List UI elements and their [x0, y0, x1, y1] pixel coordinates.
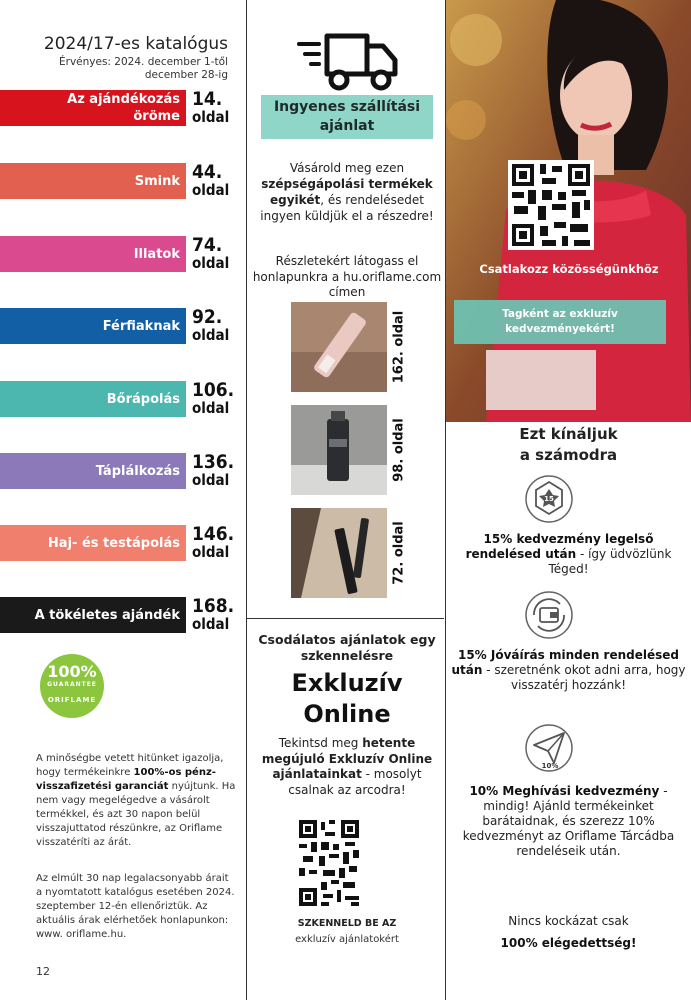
- join-community-text: Csatlakozz közösségünkhöz: [479, 262, 659, 276]
- discount-badge-icon: [524, 474, 574, 524]
- catalog-validity: Érvényes: 2024. december 1-től december 28-ig: [59, 56, 228, 81]
- catalog-title: 2024/17-es katalógus: [43, 34, 228, 54]
- member-benefits-box[interactable]: Tagként az exkluzív kedvezményekért!: [454, 300, 666, 344]
- delivery-truck-icon: [295, 30, 401, 92]
- free-shipping-title: Ingyenes szállítási ajánlat: [261, 95, 433, 139]
- product-page-label: 72. oldal: [391, 521, 407, 585]
- section-page: 14. oldal: [192, 88, 230, 126]
- product-image-cream: [291, 302, 387, 392]
- product-image-men: [291, 405, 387, 495]
- section-label: Smink: [134, 173, 180, 189]
- section-bar[interactable]: [0, 308, 186, 344]
- product-page-label: 98. oldal: [391, 418, 407, 482]
- benefit-referral: 10% Meghívási kedvezmény - mindig! Ajánld termékeinket barátaidnak, és szerezz 10% kedvezményt az Oriflame Tárcádba rendeléseik után.: [462, 784, 675, 858]
- svg-text:15: 15: [544, 495, 554, 503]
- section-bar[interactable]: [0, 381, 186, 417]
- shipping-details: Részletekért látogass el honlapunkra a hu.oriflame.com címen: [252, 254, 442, 299]
- section-page: 136. oldal: [192, 451, 235, 489]
- scan-instruction: SZKENNELD BE AZ: [297, 918, 397, 929]
- section-page: 146. oldal: [192, 523, 235, 561]
- scan-instruction-sub: exkluzív ajánlatokért: [295, 934, 399, 945]
- offers-title: Ezt kínáljuk a számodra: [519, 425, 618, 464]
- satisfaction-text: Nincs kockázat csak 100% elégedettség!: [500, 914, 637, 950]
- wallet-refund-icon: [524, 590, 574, 640]
- free-shipping-text: Vásárold meg ezen szépségápolási termékek egyikét, és rendelésedet ingyen küldjük el a részedre!: [260, 161, 434, 223]
- section-label: A tökéletes ajándék: [34, 607, 180, 623]
- middle-column: [246, 0, 446, 1000]
- qr-code-exclusive[interactable]: [299, 820, 359, 906]
- benefit-credit: 15% Jóváírás minden rendelésed után - szeretnénk okot adni arra, hogy visszatérj hozzánk!: [451, 648, 686, 692]
- right-column: [446, 0, 691, 1000]
- qr-code-community[interactable]: [508, 160, 594, 250]
- section-label: Illatok: [133, 246, 180, 262]
- section-label: Férfiaknak: [102, 318, 180, 334]
- page-number: 12: [36, 965, 50, 978]
- svg-text:10%: 10%: [541, 762, 559, 770]
- section-label: Táplálkozás: [95, 463, 180, 479]
- exclusive-online-title: Exkluzív Online: [291, 669, 403, 728]
- section-label: Haj- és testápolás: [47, 535, 180, 551]
- paper-plane-icon: [524, 723, 574, 773]
- section-bar[interactable]: [0, 525, 186, 561]
- section-page: 44. oldal: [192, 161, 230, 199]
- section-page: 106. oldal: [192, 379, 235, 417]
- section-page: 168. oldal: [192, 595, 235, 633]
- section-bar[interactable]: [0, 453, 186, 489]
- section-label: Bőrápolás: [106, 391, 180, 407]
- divider: [247, 618, 444, 619]
- section-page: 92. oldal: [192, 306, 230, 344]
- exclusive-online-text: Tekintsd meg hetente megújuló Exkluzív Online ajánlatainkat - mosolyt csalnak az arcodra!: [261, 736, 433, 797]
- section-bar[interactable]: [0, 163, 186, 199]
- section-label: Az ajándékozás öröme: [67, 92, 180, 124]
- left-column: [0, 0, 246, 1000]
- product-page-label: 162. oldal: [391, 310, 407, 384]
- scan-heading: Csodálatos ajánlatok egy szkennelésre: [258, 632, 436, 663]
- benefit-first-order: 15% kedvezmény legelső rendelésed után - így üdvözlünk Téged!: [465, 532, 672, 576]
- guarantee-text: A minőségbe vetett hitünket igazolja, hogy termékeinkre 100%-os pénz-visszafizetési garanciát nyújtunk. Ha nem vagy megelégedve a vásárolt termékkel, és azt 30 napon belül visszajuttatod részünkre, az Oriflame visszatéríti az árát.: [36, 753, 236, 848]
- product-image-mascara: [291, 508, 387, 598]
- section-page: 74. oldal: [192, 234, 230, 272]
- section-bar[interactable]: [0, 90, 186, 126]
- guarantee-badge: 100% GUARANTEE ORIFLAME: [40, 654, 104, 718]
- section-bar[interactable]: [0, 236, 186, 272]
- prices-note: Az elmúlt 30 nap legalacsonyabb árait a nyomtatott katalógus esetében 2024. szeptember 12-én ellenőriztük. Az aktuális árak elérhetőek honlapunkon: www. oriflame.hu.: [36, 873, 235, 940]
- section-bar[interactable]: [0, 597, 186, 633]
